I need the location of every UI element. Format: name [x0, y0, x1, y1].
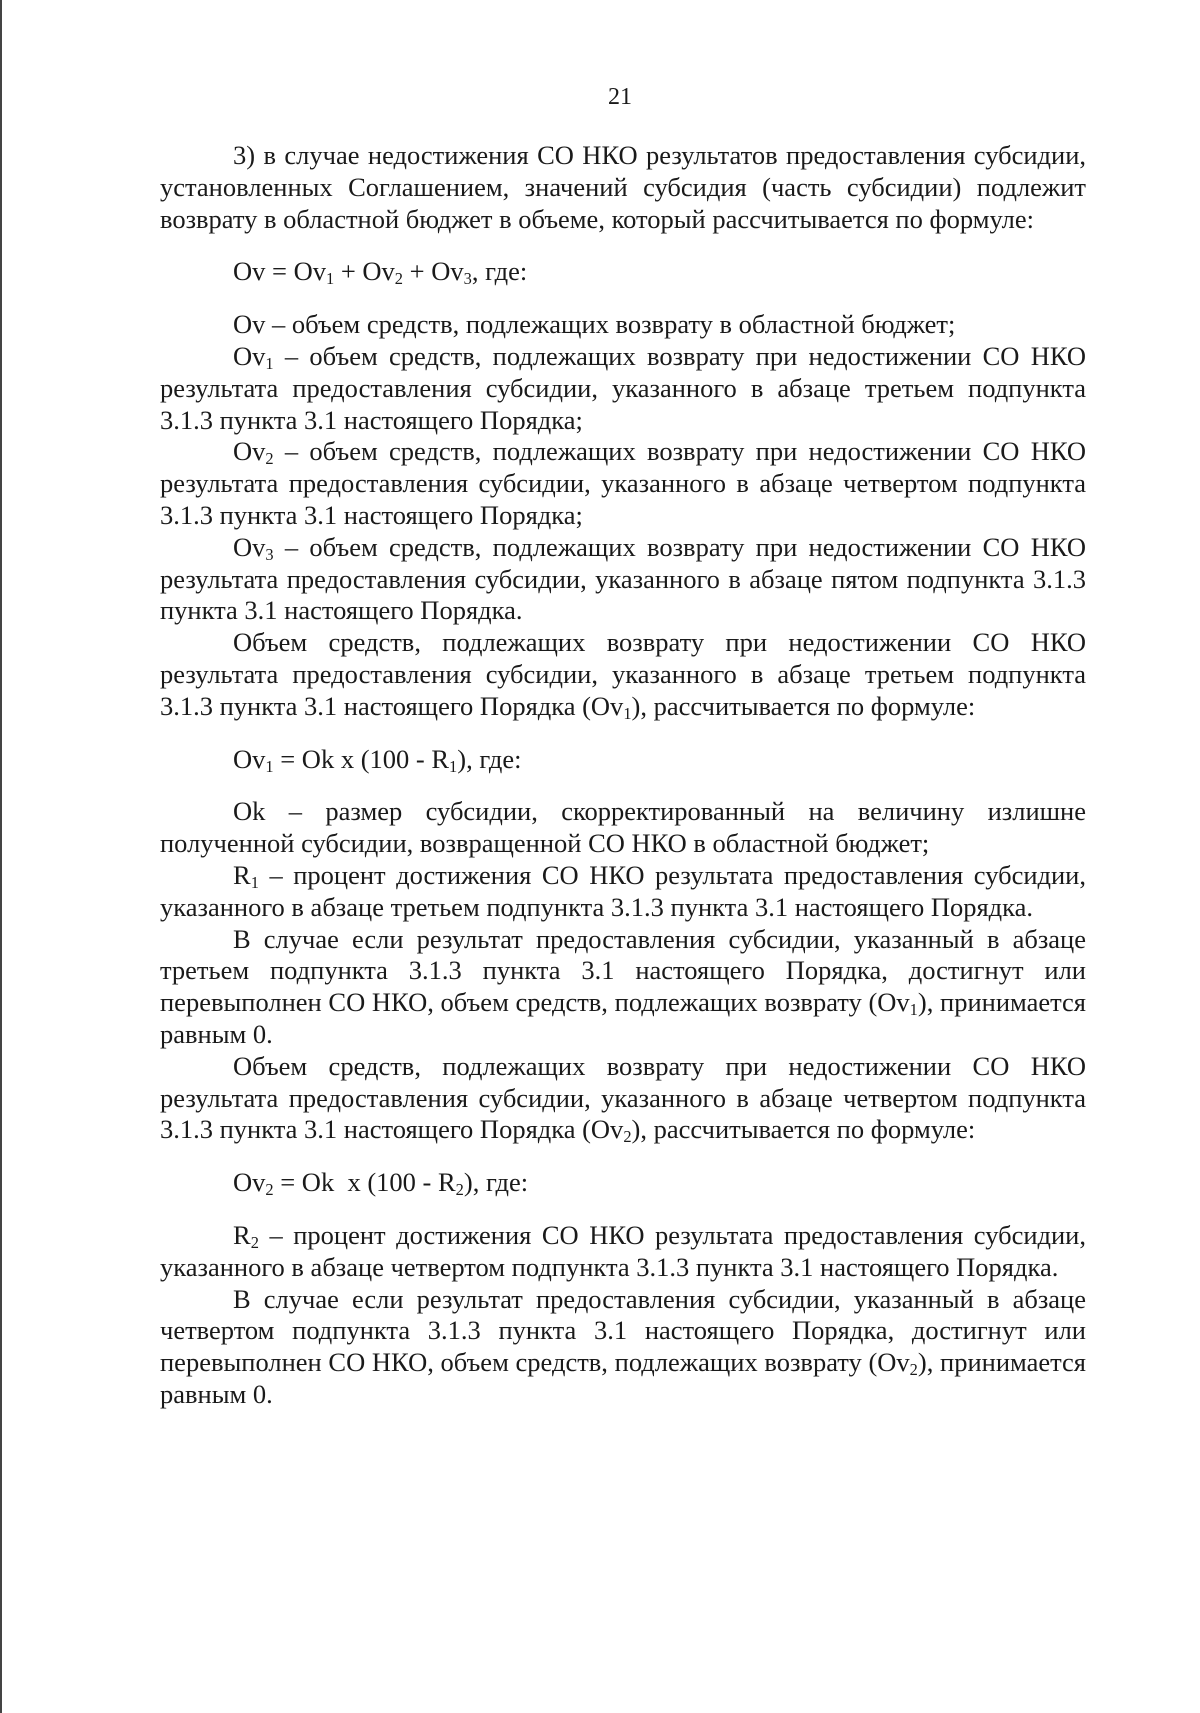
- definition-ok: Ok – размер субсидии, скорректированный на величину излишне полученной субсидии, возвращенной СО НКО в областной бюджет;: [160, 796, 1086, 859]
- definition-ov1: $Ov_1$ – объем средств, подлежащих возврату при недостижении СО НКО результата предоставления субсидии, указанного в абзаце третьем подпункта 3.1.3 пункта 3.1 настоящего Порядка;: [160, 340, 1086, 435]
- paragraph-ov1-intro: Объем средств, подлежащих возврату при недостижении СО НКО результата предоставления субсидии, указанного в абзаце третьем подпункта 3.1.3 пункта 3.1 настоящего Порядка $(Ov_1)$, рассчитывается по формуле:: [160, 627, 1086, 723]
- definition-ov2: $Ov_2$ – объем средств, подлежащих возврату при недостижении СО НКО результата предоставления субсидии, указанного в абзаце четвертом подпункта 3.1.3 пункта 3.1 настоящего Порядка;: [160, 436, 1086, 530]
- paragraph-ov2-zero: В случае если результат предоставления субсидии, указанный в абзаце четвертом подпункта 3.1.3 пункта 3.1 настоящего Порядка, достигнут или перевыполнен СО НКО, объем средств, подлежащих возврату $(Ov_2)$, принимается равным 0.: [160, 1283, 1086, 1409]
- definition-ov: Ov – объем средств, подлежащих возврату в областной бюджет;: [233, 309, 956, 340]
- formula-ov: $Ov = Ov_1 + Ov_2 + Ov_3$, где:: [233, 256, 528, 289]
- paragraph-ov2-intro: Объем средств, подлежащих возврату при недостижении СО НКО результата предоставления субсидии, указанного в абзаце четвертом подпункта 3.1.3 пункта 3.1 настоящего Порядка $(Ov_2)$, рассчитывается по формуле:: [160, 1050, 1086, 1147]
- definition-ov3: $Ov_3$ – объем средств, подлежащих возврату при недостижении СО НКО результата предоставления субсидии, указанного в абзаце пятом подпункта 3.1.3 пункта 3.1 настоящего Порядка.: [160, 531, 1086, 626]
- formula-ov2: $Ov_2 = Ok$ x $(100 - R_2)$, где:: [233, 1167, 529, 1200]
- definition-r1: $R_1$ – процент достижения СО НКО результата предоставления субсидии, указанного в абзаце третьем подпункта 3.1.3 пункта 3.1 настоящего Порядка.: [160, 859, 1086, 922]
- paragraph-ov1-zero: В случае если результат предоставления субсидии, указанный в абзаце третьем подпункта 3.1.3 пункта 3.1 настоящего Порядка, достигнут или перевыполнен СО НКО, объем средств, подлежащих возврату $(Ov_1)$, принимается равным 0.: [160, 923, 1086, 1049]
- definition-r2: $R_2$ – процент достижения СО НКО результата предоставления субсидии, указанного в абзаце четвертом подпункта 3.1.3 пункта 3.1 настоящего Порядка.: [160, 1219, 1086, 1282]
- page-number: 21: [608, 84, 632, 110]
- document-body: [160, 140, 1086, 1411]
- page-edge-line: [0, 0, 2, 1713]
- formula-ov1: $Ov_1 = Ok$ x $(100 - R_1)$, где:: [233, 743, 522, 776]
- paragraph-3-intro: 3) в случае недостижения СО НКО результатов предоставления субсидии, установленных Соглашением, значений субсидия (часть субсидии) подлежит возврату в областной бюджет в объеме, который рассчитывается по формуле:: [160, 140, 1086, 234]
